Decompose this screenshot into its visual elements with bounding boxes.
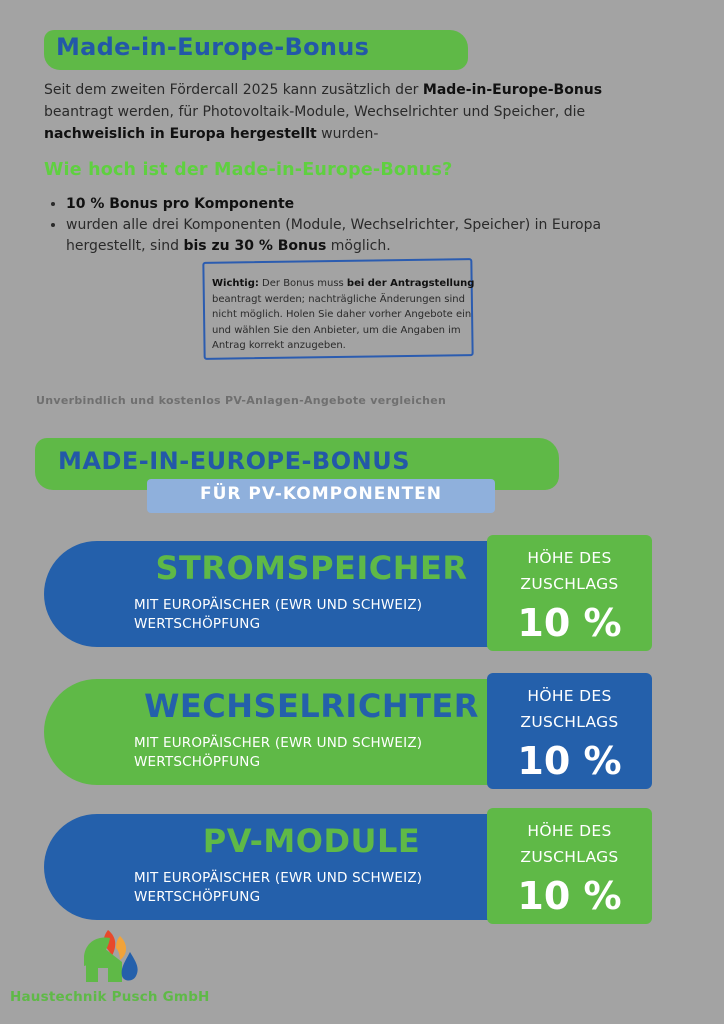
card-title: PV-MODULE [202,822,421,860]
intro-text-3: wurden- [316,126,379,142]
note-bold: bei der Antragstellung [346,278,475,289]
company-name: Haustechnik Pusch GmbH [10,989,210,1005]
card-desc-line-1: MIT EUROPÄISCHER (EWR UND SCHWEIZ) [134,735,423,751]
surcharge-label [487,818,652,870]
surcharge-value: 10 % [517,601,622,645]
bullet-2-bold: bis zu 30 % Bonus [183,238,327,254]
surcharge-label-line-1: HÖHE DES [527,549,612,567]
bullet-2-text-1: wurden alle drei Komponenten (Module, Wechselrichter, Speicher) in Europa hergestellt, sind [66,217,602,254]
surcharge-label [487,545,652,597]
page-title: Made-in-Europe-Bonus [56,33,370,61]
intro-bold-2: nachweislich in Europa hergestellt [44,126,317,142]
bullet-2-text-2: möglich. [326,238,391,254]
bonus-subheading: Wie hoch ist der Made-in-Europe-Bonus? [44,160,453,180]
intro-text-1: Seit dem zweiten Fördercall 2025 kann zusätzlich der [44,82,423,98]
note-text-1: Der Bonus muss [258,278,347,289]
surcharge-label-line-2: ZUSCHLAGS [520,713,619,731]
bullet-1-text: 10 % Bonus pro Komponente [66,196,295,212]
card-desc-line-2: WERTSCHÖPFUNG [134,616,261,632]
house-flame-drop-logo-icon [78,926,144,986]
banner-subtitle: FÜR PV-KOMPONENTEN [199,484,443,504]
compare-offers-tagline: Unverbindlich und kostenlos PV-Anlagen-Angebote vergleichen [36,394,447,407]
bullet-item [66,194,626,215]
card-desc-line-2: WERTSCHÖPFUNG [134,889,261,905]
surcharge-value: 10 % [517,874,622,918]
note-label: Wichtig: [212,278,259,289]
intro-bold-1: Made-in-Europe-Bonus [422,82,603,98]
card-description [134,596,494,634]
card-description [134,734,494,772]
note-text-2: beantragt werden; nachträgliche Änderungen sind nicht möglich. Holen Sie daher vorher Angebote ein und wählen Sie den Anbieter, um die Angaben im Antrag korrekt anzugeben. [212,293,472,351]
surcharge-label-line-2: ZUSCHLAGS [520,848,619,866]
component-card-wechselrichter [44,677,624,785]
surcharge-label-line-1: HÖHE DES [527,822,612,840]
surcharge-label-line-1: HÖHE DES [527,687,612,705]
banner-title: MADE-IN-EUROPE-BONUS [58,447,410,475]
intro-text-2: beantragt werden, für Photovoltaik-Module, Wechselrichter und Speicher, die [44,104,586,120]
surcharge-label [487,683,652,735]
component-card-pv-module [44,812,624,920]
card-title: STROMSPEICHER [155,549,468,587]
bullet-item [66,215,626,257]
component-card-stromspeicher [44,539,624,647]
intro-paragraph [44,79,604,145]
surcharge-value: 10 % [517,739,622,783]
bonus-bullet-list [44,194,626,257]
important-note-text [212,276,476,354]
card-title: WECHSELRICHTER [144,687,479,725]
card-desc-line-1: MIT EUROPÄISCHER (EWR UND SCHWEIZ) [134,870,423,886]
card-description [134,869,494,907]
card-desc-line-1: MIT EUROPÄISCHER (EWR UND SCHWEIZ) [134,597,423,613]
logo-graphic [78,926,144,986]
surcharge-label-line-2: ZUSCHLAGS [520,575,619,593]
card-desc-line-2: WERTSCHÖPFUNG [134,754,261,770]
